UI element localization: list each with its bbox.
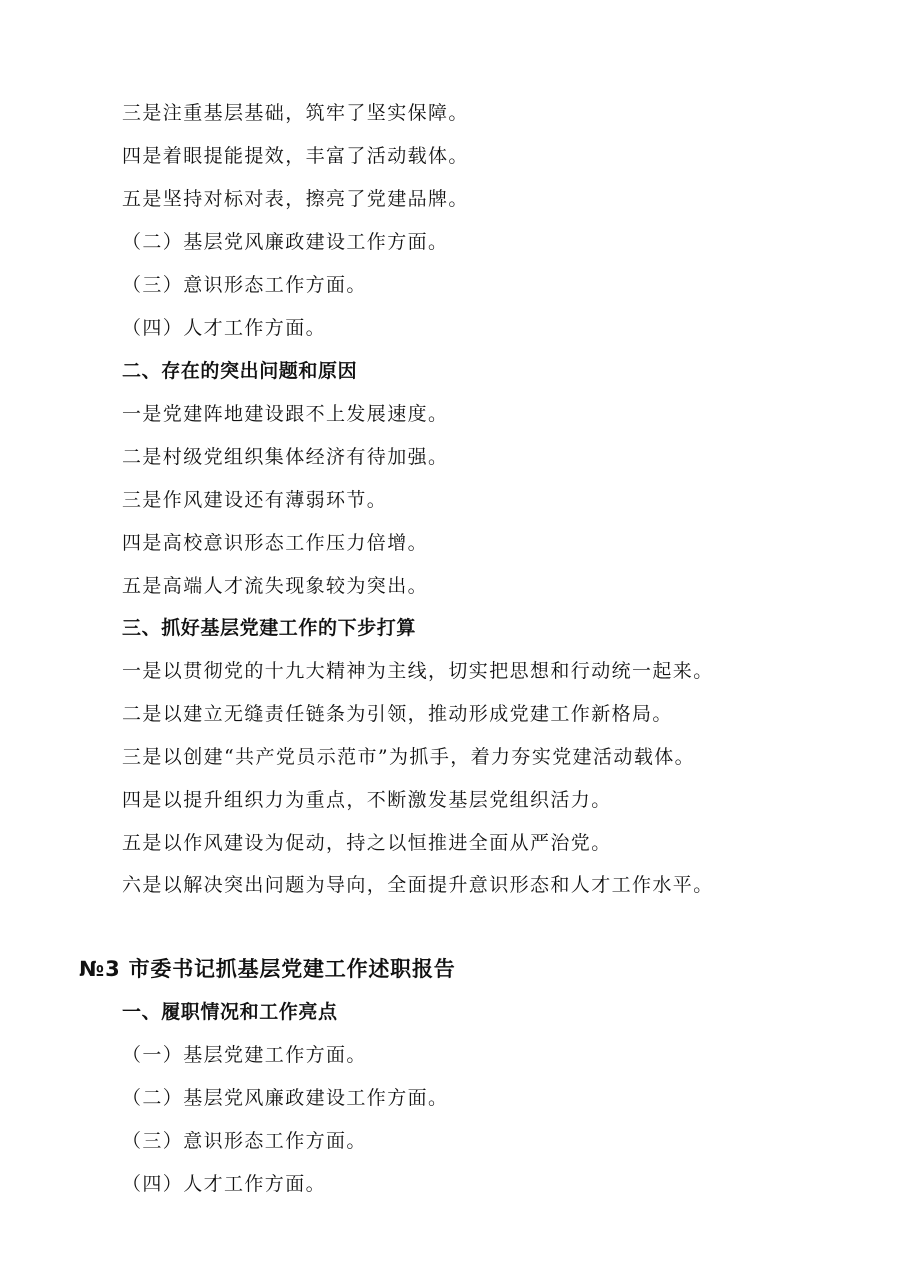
paragraph-line: 五是高端人才流失现象较为突出。: [122, 575, 429, 597]
paragraph-line: 一是党建阵地建设跟不上发展速度。: [122, 403, 449, 425]
paragraph-line: （四）人才工作方面。: [122, 1173, 327, 1195]
paragraph-line: 四是以提升组织力为重点，不断激发基层党组织活力。: [122, 789, 612, 811]
paragraph-line: 二是村级党组织集体经济有待加强。: [122, 446, 449, 468]
paragraph-line: 四是高校意识形态工作压力倍增。: [122, 532, 429, 554]
section-heading: 一、履职情况和工作亮点: [122, 1001, 338, 1023]
paragraph-line: （一）基层党建工作方面。: [122, 1044, 367, 1066]
paragraph-line: 四是着眼提能提效，丰富了活动载体。: [122, 145, 469, 167]
report-title: №3 市委书记抓基层党建工作述职报告: [79, 957, 456, 981]
paragraph-line: 一是以贯彻党的十九大精神为主线，切实把思想和行动统一起来。: [122, 660, 714, 682]
paragraph-line: 五是以作风建设为促动，持之以恒推进全面从严治党。: [122, 832, 612, 854]
paragraph-line: 五是坚持对标对表，擦亮了党建品牌。: [122, 188, 469, 210]
paragraph-line: 三是作风建设还有薄弱环节。: [122, 489, 388, 511]
section-heading: 三、抓好基层党建工作的下步打算: [122, 617, 417, 639]
paragraph-line: （三）意识形态工作方面。: [122, 274, 367, 296]
paragraph-line: （四）人才工作方面。: [122, 317, 327, 339]
paragraph-line: 三是以创建“共产党员示范市”为抓手，着力夯实党建活动载体。: [122, 746, 696, 768]
paragraph-line: （二）基层党风廉政建设工作方面。: [122, 231, 449, 253]
paragraph-line: 二是以建立无缝责任链条为引领，推动形成党建工作新格局。: [122, 703, 673, 725]
section-heading: 二、存在的突出问题和原因: [122, 360, 358, 382]
paragraph-line: 三是注重基层基础，筑牢了坚实保障。: [122, 102, 469, 124]
paragraph-line: 六是以解决突出问题为导向，全面提升意识形态和人才工作水平。: [122, 874, 714, 896]
paragraph-line: （三）意识形态工作方面。: [122, 1130, 367, 1152]
paragraph-line: （二）基层党风廉政建设工作方面。: [122, 1087, 449, 1109]
